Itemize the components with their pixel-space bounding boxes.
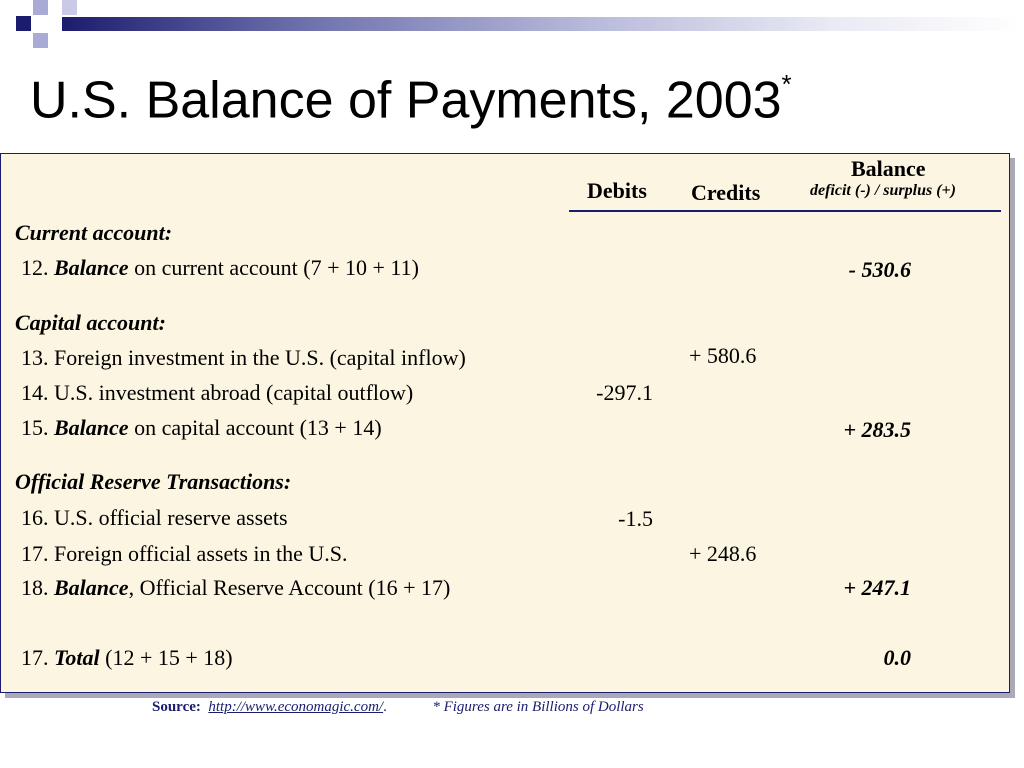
source-link[interactable]: http://www.economagic.com/ (208, 699, 384, 715)
row-15-bold: Balance (54, 415, 129, 440)
figures-note: * Figures are in Billions of Dollars (432, 699, 644, 715)
row-total-balance: 0.0 (883, 645, 911, 670)
row-18-label (21, 575, 450, 601)
row-15-balance: + 283.5 (843, 417, 911, 442)
section-current-account: Current account: (15, 220, 173, 245)
row-total-bold: Total (54, 645, 100, 670)
row-13-credit: + 580.6 (689, 343, 757, 368)
row-18-rest: , Official Reserve Account (16 + 17) (128, 575, 451, 600)
row-18-number: 18. (21, 575, 49, 600)
header-decoration-square (62, 0, 77, 15)
header-balance: Balance (851, 156, 926, 181)
slide-title-text: U.S. Balance of Payments, 2003 (30, 71, 782, 130)
header-underline (569, 210, 1001, 212)
header-decoration-square (33, 33, 48, 48)
row-18-bold: Balance (54, 575, 129, 600)
row-13-label: 13. Foreign investment in the U.S. (capital inflow) (21, 345, 466, 370)
row-14-label: 14. U.S. investment abroad (capital outflow) (21, 380, 414, 405)
slide-title (30, 60, 792, 130)
header-debits: Debits (587, 178, 647, 203)
header-gradient-bar (62, 17, 1024, 31)
source-after: . (383, 699, 387, 715)
row-16-debit: -1.5 (618, 506, 653, 531)
row-16-label: 16. U.S. official reserve assets (21, 505, 288, 530)
row-total-rest: (12 + 15 + 18) (99, 645, 233, 670)
row-15-number: 15. (21, 415, 49, 440)
header-balance-subtitle: deficit (-) / surplus (+) (810, 182, 956, 199)
balance-table-panel (0, 153, 1010, 693)
row-12-bold: Balance (54, 255, 129, 280)
row-14-debit: -297.1 (596, 380, 653, 405)
row-total-label (21, 645, 233, 671)
section-capital-account: Capital account: (15, 310, 166, 335)
row-12-label (21, 255, 419, 281)
header-credits: Credits (691, 180, 761, 205)
row-17-label: 17. Foreign official assets in the U.S. (21, 541, 348, 566)
row-12-rest: on current account (7 + 10 + 11) (128, 255, 419, 280)
row-15-label (21, 415, 382, 441)
header-decoration-square (48, 16, 62, 31)
row-total-number: 17. (21, 645, 49, 670)
source-label: Source: (152, 699, 201, 715)
row-18-balance: + 247.1 (843, 575, 911, 600)
title-footnote-mark: * (781, 69, 792, 99)
row-12-number: 12. (21, 255, 49, 280)
row-17-credit: + 248.6 (689, 541, 757, 566)
section-official-reserve: Official Reserve Transactions: (15, 469, 292, 494)
source-footer (152, 699, 644, 716)
row-15-rest: on capital account (13 + 14) (128, 415, 382, 440)
header-decoration-square (16, 16, 31, 31)
header-decoration-square (33, 0, 48, 15)
row-12-balance: - 530.6 (848, 257, 911, 282)
